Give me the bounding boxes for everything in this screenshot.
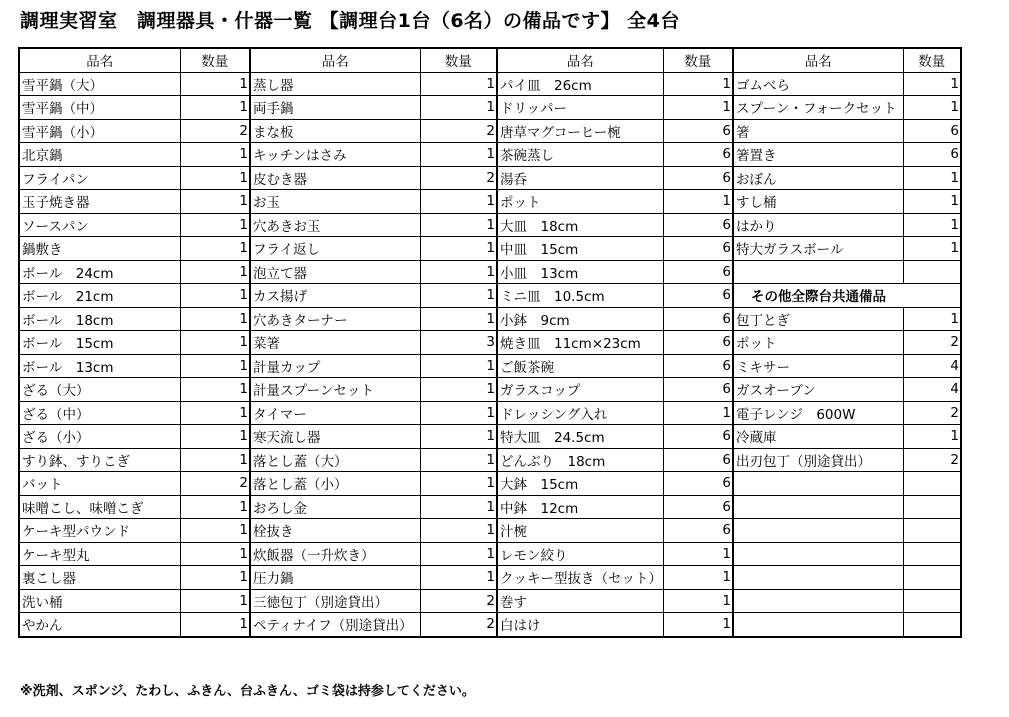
item-qty-cell: 6: [663, 260, 733, 284]
page-title: 調理実習室 調理器具・什器一覧 【調理台1台（6名）の備品です】 全4台: [20, 10, 680, 32]
item-name-cell: ポット: [497, 190, 663, 214]
table-row: [19, 119, 961, 143]
item-qty-cell: 1: [420, 378, 497, 402]
item-qty-cell: 6: [663, 213, 733, 237]
item-name-cell: 小皿 13cm: [497, 260, 663, 284]
item-qty-cell: 6: [663, 284, 733, 308]
item-qty-cell: 1: [420, 354, 497, 378]
header-name: 品名: [250, 48, 420, 72]
item-name-cell: 雪平鍋（大）: [19, 72, 180, 96]
item-name-cell: どんぶり 18cm: [497, 448, 663, 472]
header-row: [19, 48, 961, 72]
item-name-cell: 特大皿 24.5cm: [497, 425, 663, 449]
item-qty-cell: 6: [663, 166, 733, 190]
item-name-cell: 雪平鍋（中）: [19, 96, 180, 120]
item-qty-cell: 2: [420, 613, 497, 637]
item-qty-cell: 6: [663, 495, 733, 519]
table-row: [19, 166, 961, 190]
item-name-cell: 小鉢 9cm: [497, 307, 663, 331]
item-qty-cell: 1: [420, 542, 497, 566]
item-qty-cell: 1: [420, 307, 497, 331]
item-name-cell: ケーキ型丸: [19, 542, 180, 566]
footnote: ※洗剤、スポンジ、たわし、ふきん、台ふきん、ゴミ袋は持参してください。: [20, 684, 475, 699]
item-name-cell: ボール 13cm: [19, 354, 180, 378]
item-qty-cell: 6: [663, 448, 733, 472]
item-qty-cell: 1: [180, 519, 250, 543]
item-qty-cell: 1: [180, 613, 250, 637]
header-name: 品名: [19, 48, 180, 72]
table-row: [19, 589, 961, 613]
item-qty-cell: 1: [180, 307, 250, 331]
item-name-cell: 大皿 18cm: [497, 213, 663, 237]
item-name-cell: スプーン・フォークセット: [733, 96, 903, 120]
item-name-cell: ガラスコップ: [497, 378, 663, 402]
item-name-cell: 中皿 15cm: [497, 237, 663, 261]
item-name-cell: すし桶: [733, 190, 903, 214]
item-qty-cell: 2: [180, 119, 250, 143]
item-name-cell: フライパン: [19, 166, 180, 190]
item-name-cell: 箸: [733, 119, 903, 143]
item-qty-cell: [903, 566, 961, 590]
item-qty-cell: 1: [180, 425, 250, 449]
table-row: [19, 307, 961, 331]
item-qty-cell: 1: [903, 72, 961, 96]
item-name-cell: 味噌こし、味噌こぎ: [19, 495, 180, 519]
item-name-cell: 両手鍋: [250, 96, 420, 120]
equipment-table: [18, 47, 962, 638]
item-qty-cell: [903, 542, 961, 566]
item-qty-cell: 6: [903, 119, 961, 143]
item-name-cell: まな板: [250, 119, 420, 143]
item-qty-cell: 1: [663, 589, 733, 613]
item-name-cell: 冷蔵庫: [733, 425, 903, 449]
item-name-cell: ざる（大）: [19, 378, 180, 402]
table-row: [19, 213, 961, 237]
item-name-cell: タイマー: [250, 401, 420, 425]
item-name-cell: 穴あきターナー: [250, 307, 420, 331]
item-name-cell: ペティナイフ（別途貸出）: [250, 613, 420, 637]
item-name-cell: [733, 566, 903, 590]
table-row: [19, 448, 961, 472]
item-qty-cell: 6: [663, 143, 733, 167]
item-qty-cell: 1: [903, 166, 961, 190]
item-qty-cell: 1: [180, 542, 250, 566]
item-qty-cell: 1: [180, 213, 250, 237]
item-name-cell: 汁椀: [497, 519, 663, 543]
table-row: [19, 237, 961, 261]
item-qty-cell: 2: [420, 589, 497, 613]
item-name-cell: すり鉢、すりこぎ: [19, 448, 180, 472]
item-name-cell: フライ返し: [250, 237, 420, 261]
item-name-cell: クッキー型抜き（セット）: [497, 566, 663, 590]
item-name-cell: 大鉢 15cm: [497, 472, 663, 496]
header-name: 品名: [733, 48, 903, 72]
item-qty-cell: 6: [663, 354, 733, 378]
item-qty-cell: 4: [903, 354, 961, 378]
table-row: [19, 143, 961, 167]
item-qty-cell: 1: [420, 472, 497, 496]
item-qty-cell: 1: [903, 213, 961, 237]
item-qty-cell: 2: [903, 331, 961, 355]
item-name-cell: 計量スプーンセット: [250, 378, 420, 402]
item-name-cell: 北京鍋: [19, 143, 180, 167]
item-qty-cell: 1: [420, 213, 497, 237]
item-qty-cell: 1: [663, 566, 733, 590]
item-name-cell: [733, 472, 903, 496]
item-name-cell: ミニ皿 10.5cm: [497, 284, 663, 308]
item-name-cell: 箸置き: [733, 143, 903, 167]
item-name-cell: ボール 18cm: [19, 307, 180, 331]
item-name-cell: [733, 260, 903, 284]
item-name-cell: 電子レンジ 600W: [733, 401, 903, 425]
item-qty-cell: [903, 519, 961, 543]
table-row: [19, 542, 961, 566]
item-name-cell: [733, 495, 903, 519]
item-name-cell: ドレッシング入れ: [497, 401, 663, 425]
header-qty: 数量: [903, 48, 961, 72]
item-qty-cell: 1: [420, 237, 497, 261]
item-name-cell: [733, 542, 903, 566]
item-qty-cell: 6: [663, 472, 733, 496]
table-row: [19, 613, 961, 637]
item-qty-cell: 1: [663, 72, 733, 96]
item-name-cell: ドリッパー: [497, 96, 663, 120]
item-name-cell: 落とし蓋（小）: [250, 472, 420, 496]
header-qty: 数量: [420, 48, 497, 72]
item-qty-cell: 1: [180, 190, 250, 214]
item-qty-cell: [903, 495, 961, 519]
item-name-cell: 雪平鍋（小）: [19, 119, 180, 143]
table-row: [19, 72, 961, 96]
item-qty-cell: 1: [663, 190, 733, 214]
item-qty-cell: 1: [420, 519, 497, 543]
item-qty-cell: 1: [180, 495, 250, 519]
item-name-cell: ポット: [733, 331, 903, 355]
item-qty-cell: 1: [663, 96, 733, 120]
item-qty-cell: 1: [420, 284, 497, 308]
item-qty-cell: 2: [180, 472, 250, 496]
item-qty-cell: 1: [663, 542, 733, 566]
item-name-cell: 洗い桶: [19, 589, 180, 613]
item-qty-cell: 1: [663, 401, 733, 425]
item-qty-cell: [903, 589, 961, 613]
item-qty-cell: 1: [420, 190, 497, 214]
table-row: [19, 190, 961, 214]
table-row: [19, 331, 961, 355]
item-name-cell: はかり: [733, 213, 903, 237]
item-name-cell: 栓抜き: [250, 519, 420, 543]
item-qty-cell: 1: [180, 401, 250, 425]
item-qty-cell: 6: [663, 519, 733, 543]
item-name-cell: 白はけ: [497, 613, 663, 637]
table-row: [19, 96, 961, 120]
item-name-cell: 玉子焼き器: [19, 190, 180, 214]
table-row: [19, 284, 961, 308]
item-name-cell: ボール 15cm: [19, 331, 180, 355]
item-name-cell: 三徳包丁（別途貸出）: [250, 589, 420, 613]
item-qty-cell: 6: [663, 119, 733, 143]
item-name-cell: ボール 21cm: [19, 284, 180, 308]
item-qty-cell: 1: [420, 495, 497, 519]
item-qty-cell: 1: [420, 401, 497, 425]
item-name-cell: 唐草マグコーヒー椀: [497, 119, 663, 143]
item-qty-cell: 1: [420, 143, 497, 167]
section-heading: その他全際台共通備品: [733, 284, 903, 308]
table-row: [19, 378, 961, 402]
item-qty-cell: 4: [903, 378, 961, 402]
table-row: [19, 495, 961, 519]
item-name-cell: 皮むき器: [250, 166, 420, 190]
item-qty-cell: 2: [420, 119, 497, 143]
item-name-cell: ガスオーブン: [733, 378, 903, 402]
item-name-cell: 圧力鍋: [250, 566, 420, 590]
item-qty-cell: 6: [663, 307, 733, 331]
item-name-cell: おぼん: [733, 166, 903, 190]
item-qty-cell: [903, 613, 961, 637]
item-name-cell: やかん: [19, 613, 180, 637]
table-row: [19, 472, 961, 496]
item-qty-cell: [903, 472, 961, 496]
item-qty-cell: 1: [180, 96, 250, 120]
item-qty-cell: 1: [180, 143, 250, 167]
item-name-cell: 特大ガラスボール: [733, 237, 903, 261]
item-name-cell: 焼き皿 11cm×23cm: [497, 331, 663, 355]
item-name-cell: ボール 24cm: [19, 260, 180, 284]
item-name-cell: バット: [19, 472, 180, 496]
item-name-cell: ケーキ型パウンド: [19, 519, 180, 543]
item-qty-cell: 1: [180, 448, 250, 472]
table-row: [19, 401, 961, 425]
item-name-cell: 茶碗蒸し: [497, 143, 663, 167]
item-qty-cell: 1: [180, 237, 250, 261]
item-name-cell: レモン絞り: [497, 542, 663, 566]
item-qty-cell: 1: [420, 260, 497, 284]
item-qty-cell: 1: [180, 284, 250, 308]
table-body: [19, 72, 961, 637]
item-qty-cell: 2: [903, 448, 961, 472]
item-name-cell: 寒天流し器: [250, 425, 420, 449]
item-name-cell: カス揚げ: [250, 284, 420, 308]
item-name-cell: お玉: [250, 190, 420, 214]
item-name-cell: ミキサー: [733, 354, 903, 378]
item-name-cell: パイ皿 26cm: [497, 72, 663, 96]
header-qty: 数量: [663, 48, 733, 72]
item-name-cell: ざる（中）: [19, 401, 180, 425]
item-qty-cell: 1: [180, 566, 250, 590]
item-name-cell: ご飯茶碗: [497, 354, 663, 378]
item-name-cell: ゴムべら: [733, 72, 903, 96]
item-qty-cell: 6: [903, 143, 961, 167]
table-row: [19, 354, 961, 378]
header-name: 品名: [497, 48, 663, 72]
item-qty-cell: 1: [180, 72, 250, 96]
item-qty-cell: 2: [903, 401, 961, 425]
item-name-cell: 鍋敷き: [19, 237, 180, 261]
item-qty-cell: 1: [903, 237, 961, 261]
item-name-cell: 裏こし器: [19, 566, 180, 590]
item-qty-cell: 6: [663, 378, 733, 402]
item-qty-cell: 6: [663, 425, 733, 449]
item-name-cell: ざる（小）: [19, 425, 180, 449]
item-qty-cell: [903, 284, 961, 308]
item-name-cell: 計量カップ: [250, 354, 420, 378]
item-name-cell: 巻す: [497, 589, 663, 613]
item-qty-cell: 6: [663, 237, 733, 261]
item-name-cell: 出刃包丁（別途貸出）: [733, 448, 903, 472]
item-name-cell: 中鉢 12cm: [497, 495, 663, 519]
item-qty-cell: 1: [903, 190, 961, 214]
item-qty-cell: 1: [180, 378, 250, 402]
item-name-cell: 湯呑: [497, 166, 663, 190]
item-qty-cell: 1: [663, 613, 733, 637]
table-row: [19, 519, 961, 543]
item-qty-cell: 1: [180, 166, 250, 190]
item-qty-cell: 1: [180, 589, 250, 613]
item-name-cell: ソースパン: [19, 213, 180, 237]
item-qty-cell: 1: [180, 260, 250, 284]
item-name-cell: [733, 613, 903, 637]
header-qty: 数量: [180, 48, 250, 72]
item-name-cell: 蒸し器: [250, 72, 420, 96]
item-qty-cell: [903, 260, 961, 284]
item-name-cell: [733, 519, 903, 543]
item-qty-cell: 1: [420, 566, 497, 590]
item-qty-cell: 1: [903, 307, 961, 331]
item-name-cell: 落とし蓋（大）: [250, 448, 420, 472]
item-name-cell: [733, 589, 903, 613]
item-qty-cell: 3: [420, 331, 497, 355]
item-qty-cell: 6: [663, 331, 733, 355]
item-qty-cell: 1: [903, 425, 961, 449]
item-name-cell: おろし金: [250, 495, 420, 519]
item-name-cell: 泡立て器: [250, 260, 420, 284]
item-name-cell: 菜箸: [250, 331, 420, 355]
item-qty-cell: 1: [180, 354, 250, 378]
table-row: [19, 425, 961, 449]
table-row: [19, 566, 961, 590]
item-name-cell: 穴あきお玉: [250, 213, 420, 237]
item-qty-cell: 1: [180, 331, 250, 355]
item-qty-cell: 1: [903, 96, 961, 120]
item-qty-cell: 2: [420, 166, 497, 190]
table-row: [19, 260, 961, 284]
item-name-cell: 炊飯器（一升炊き）: [250, 542, 420, 566]
item-name-cell: キッチンはさみ: [250, 143, 420, 167]
item-qty-cell: 1: [420, 448, 497, 472]
item-qty-cell: 1: [420, 72, 497, 96]
item-name-cell: 包丁とぎ: [733, 307, 903, 331]
item-qty-cell: 1: [420, 425, 497, 449]
item-qty-cell: 1: [420, 96, 497, 120]
